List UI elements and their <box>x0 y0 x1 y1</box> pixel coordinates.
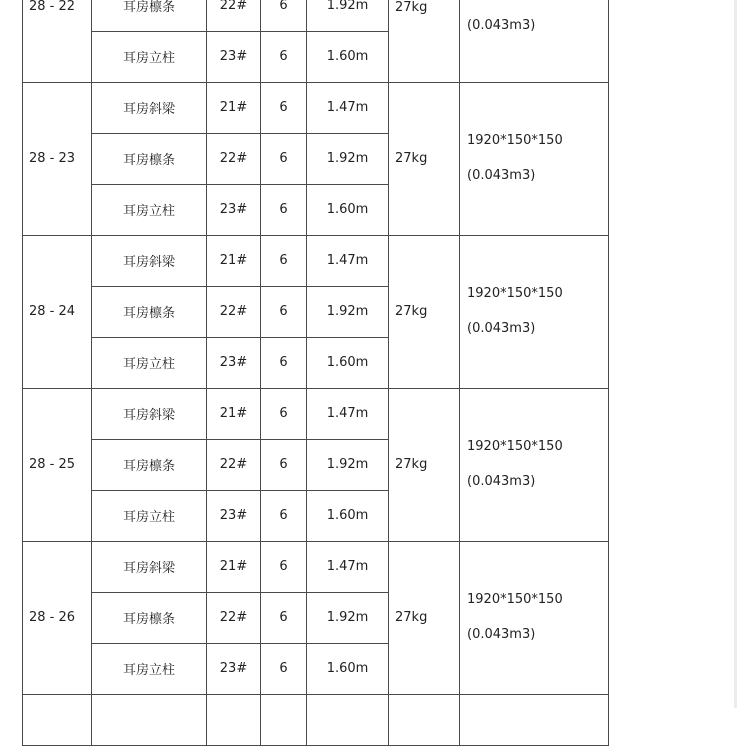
quantity-cell: 6 <box>261 592 307 643</box>
length-cell: 1.47m <box>307 388 389 439</box>
part-name-cell: 耳房斜梁 <box>92 388 207 439</box>
part-code-cell: 22# <box>207 0 261 31</box>
quantity-cell: 6 <box>261 286 307 337</box>
part-name-cell: 耳房檩条 <box>92 133 207 184</box>
part-name-cell <box>92 694 207 745</box>
quantity-cell: 6 <box>261 490 307 541</box>
table-row <box>23 541 609 592</box>
weight-cell <box>389 694 460 745</box>
length-cell: 1.92m <box>307 133 389 184</box>
length-cell <box>307 694 389 745</box>
part-code-cell: 22# <box>207 439 261 490</box>
part-name-cell: 耳房立柱 <box>92 337 207 388</box>
length-cell: 1.60m <box>307 184 389 235</box>
quantity-cell: 6 <box>261 184 307 235</box>
quantity-cell: 6 <box>261 31 307 82</box>
part-code-cell: 23# <box>207 337 261 388</box>
length-cell: 1.47m <box>307 235 389 286</box>
group-id-cell <box>23 694 92 745</box>
spec-cell <box>460 82 609 235</box>
volume-text: (0.043m3) <box>467 474 536 489</box>
table-row <box>23 694 609 745</box>
part-code-cell: 23# <box>207 31 261 82</box>
weight-cell: 27kg <box>389 541 460 694</box>
part-code-cell: 23# <box>207 643 261 694</box>
group-id-cell: 28 - 26 <box>23 541 92 694</box>
weight-cell: 27kg <box>389 82 460 235</box>
part-name-cell: 耳房斜梁 <box>92 235 207 286</box>
length-cell: 1.60m <box>307 31 389 82</box>
quantity-cell: 6 <box>261 643 307 694</box>
part-name-cell: 耳房立柱 <box>92 184 207 235</box>
length-cell: 1.60m <box>307 490 389 541</box>
volume-text: (0.043m3) <box>467 168 536 183</box>
length-cell: 1.60m <box>307 337 389 388</box>
weight-cell: 27kg <box>389 0 460 82</box>
table-row <box>23 0 609 31</box>
group-id-cell: 28 - 22 <box>23 0 92 82</box>
dimension-text: 1920*150*150 <box>467 592 563 607</box>
quantity-cell: 6 <box>261 439 307 490</box>
quantity-cell: 6 <box>261 133 307 184</box>
quantity-cell: 6 <box>261 0 307 31</box>
part-name-cell: 耳房立柱 <box>92 31 207 82</box>
part-name-cell: 耳房檩条 <box>92 592 207 643</box>
table-row <box>23 235 609 286</box>
part-name-cell: 耳房立柱 <box>92 643 207 694</box>
volume-text: (0.043m3) <box>467 17 536 33</box>
quantity-cell: 6 <box>261 388 307 439</box>
length-cell: 1.47m <box>307 541 389 592</box>
spec-cell <box>460 694 609 745</box>
materials-table-container <box>22 0 609 746</box>
part-code-cell: 21# <box>207 541 261 592</box>
spec-cell <box>460 0 609 82</box>
weight-cell: 27kg <box>389 235 460 388</box>
quantity-cell: 6 <box>261 337 307 388</box>
spec-cell <box>460 388 609 541</box>
part-name-cell: 耳房檩条 <box>92 286 207 337</box>
table-row <box>23 388 609 439</box>
dimension-text: 1920*150*150 <box>467 133 563 148</box>
length-cell: 1.92m <box>307 592 389 643</box>
part-code-cell: 22# <box>207 286 261 337</box>
length-cell: 1.47m <box>307 82 389 133</box>
quantity-cell: 6 <box>261 82 307 133</box>
volume-text: (0.043m3) <box>467 321 536 336</box>
table-row <box>23 82 609 133</box>
spec-cell <box>460 541 609 694</box>
length-cell: 1.92m <box>307 439 389 490</box>
part-name-cell: 耳房立柱 <box>92 490 207 541</box>
part-code-cell <box>207 694 261 745</box>
part-code-cell: 22# <box>207 592 261 643</box>
part-name-cell: 耳房檩条 <box>92 0 207 31</box>
volume-text: (0.043m3) <box>467 627 536 642</box>
dimension-text: 1920*150*150 <box>467 286 563 301</box>
dimension-text: 1920*150*150 <box>467 439 563 454</box>
weight-cell: 27kg <box>389 388 460 541</box>
part-name-cell: 耳房斜梁 <box>92 541 207 592</box>
group-id-cell: 28 - 23 <box>23 82 92 235</box>
spec-cell <box>460 235 609 388</box>
part-name-cell: 耳房檩条 <box>92 439 207 490</box>
length-cell: 1.92m <box>307 0 389 31</box>
part-code-cell: 21# <box>207 235 261 286</box>
quantity-cell <box>261 694 307 745</box>
quantity-cell: 6 <box>261 235 307 286</box>
group-id-cell: 28 - 24 <box>23 235 92 388</box>
part-code-cell: 23# <box>207 184 261 235</box>
length-cell: 1.92m <box>307 286 389 337</box>
part-code-cell: 23# <box>207 490 261 541</box>
part-name-cell: 耳房斜梁 <box>92 82 207 133</box>
part-code-cell: 22# <box>207 133 261 184</box>
part-code-cell: 21# <box>207 388 261 439</box>
materials-table <box>22 0 609 746</box>
scrollbar-track[interactable] <box>734 0 737 708</box>
part-code-cell: 21# <box>207 82 261 133</box>
group-id-cell: 28 - 25 <box>23 388 92 541</box>
length-cell: 1.60m <box>307 643 389 694</box>
quantity-cell: 6 <box>261 541 307 592</box>
